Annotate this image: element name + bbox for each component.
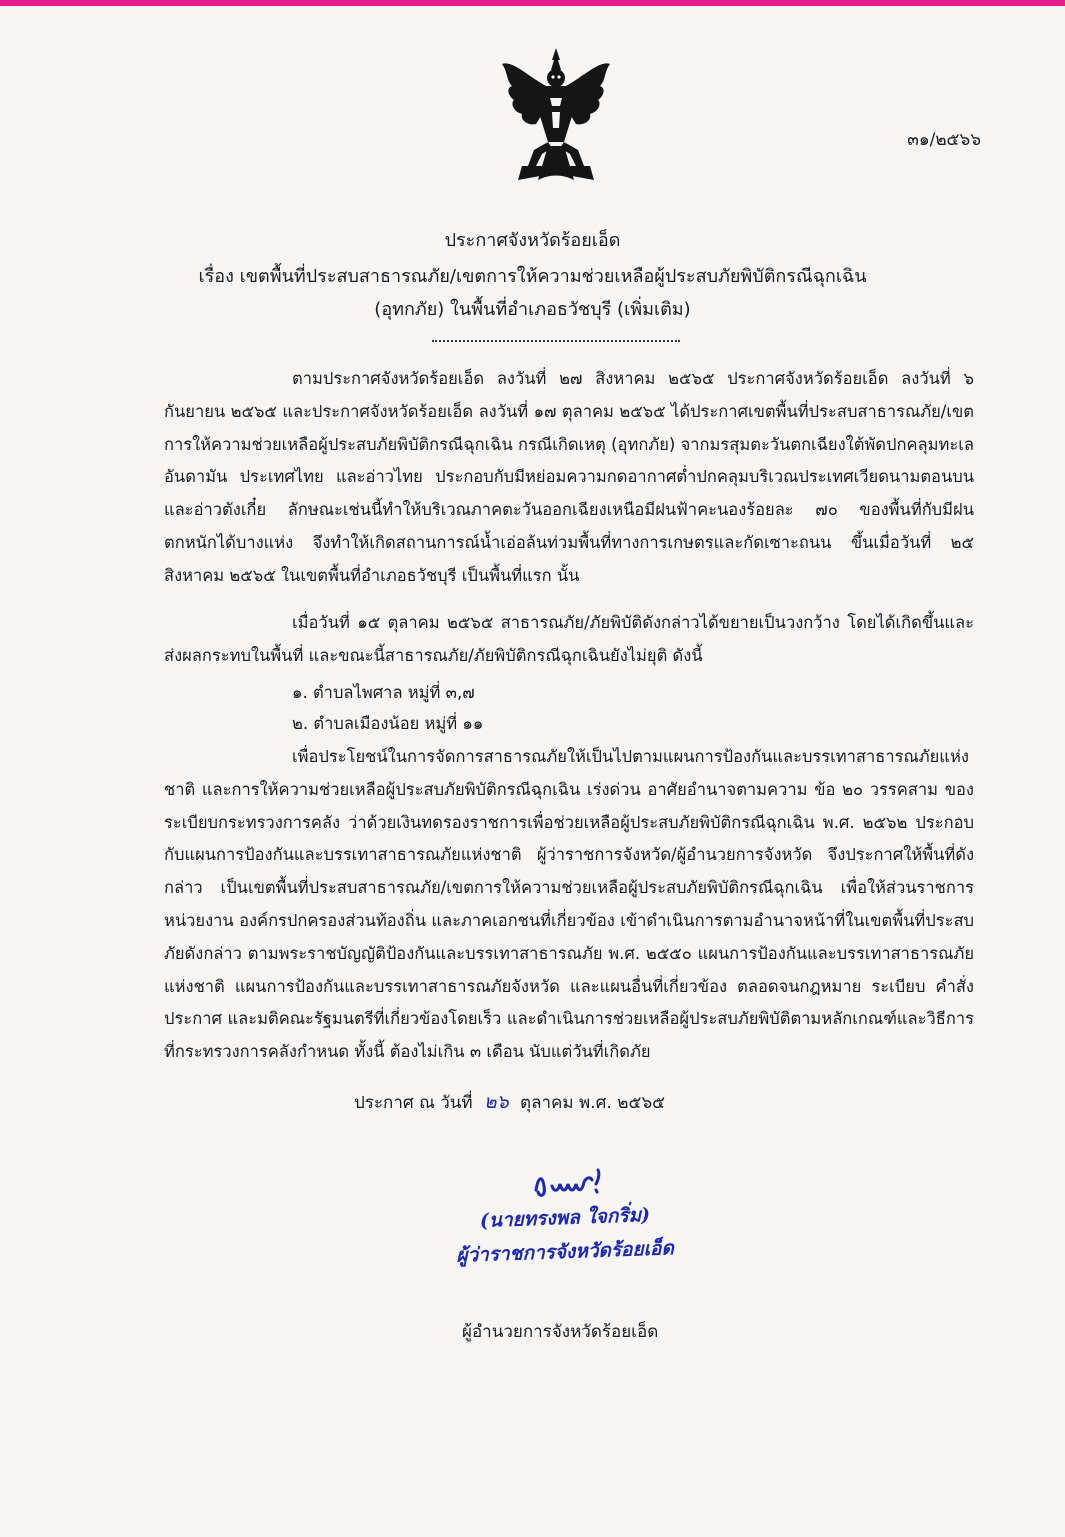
paragraph-declaration: เพื่อประโยชน์ในการจัดการสาธารณภัยให้เป็นไปตามแผนการป้องกันและบรรเทาสาธารณภัยแห่งชาติ และการให้ความช่วยเหลือผู้ประสบภัยพิบัติกรณีฉุกเฉิน เร่งด่วน อาศัยอำนาจตามความ ข้อ ๒๐ วรรคสาม ของระเบียบกระทรวงการคลัง ว่าด้วยเงินทดรองราชการเพื่อช่วยเหลือผู้ประสบภัยพิบัติกรณีฉุกเฉิน พ.ศ. ๒๕๖๒ ประกอบกับแผนการป้องกันและบรรเทาสาธารณภัยแห่งชาติ ผู้ว่าราชการจังหวัด/ผู้อำนวยการจังหวัด จึงประกาศให้พื้นที่ดังกล่าว เป็นเขตพื้นที่ประสบสาธารณภัย/เขตการให้ความช่วยเหลือผู้ประสบภัยพิบัติกรณีฉุกเฉิน เพื่อให้ส่วนราชการ หน่วยงาน องค์กรปกครองส่วนท้องถิ่น และภาคเอกชนที่เกี่ยวข้อง เข้าดำเนินการตามอำนาจหน้าที่ในเขตพื้นที่ประสบภัยดังกล่าว ตามพระราชบัญญัติป้องกันและบรรเทาสาธารณภัย พ.ศ. ๒๕๕๐ แผนการป้องกันและบรรเทาสาธารณภัยแห่งชาติ แผนการป้องกันและบรรเทาสาธารณภัยจังหวัด และแผนอื่นที่เกี่ยวข้อง ตลอดจนกฎหมาย ระเบียบ คำสั่ง ประกาศ และมติคณะรัฐมนตรีที่เกี่ยวข้องโดยเร็ว และดำเนินการช่วยเหลือผู้ประสบภัยพิบัติตามหลักเกณฑ์และวิธีการที่กระทรวงการคลังกำหนด ทั้งนี้ ต้องไม่เกิน ๓ เดือน นับแต่วันที่เกิดภัย (164, 747, 974, 1062)
acting-title: ผู้อำนวยการจังหวัดร้อยเอ็ด (462, 1322, 659, 1342)
affected-area-item: ๒. ตำบลเมืองน้อย หมู่ที่ ๑๑ (292, 714, 484, 733)
announcement-date (354, 1086, 665, 1119)
announcement-title: ประกาศจังหวัดร้อยเอ็ด (444, 230, 621, 251)
signer-name: (นายทรงพล ใจกริ่ม) (479, 1204, 651, 1232)
document-number: ๓๑/๒๕๖๖ (907, 130, 981, 150)
dotted-divider (432, 340, 680, 342)
subject-line-2: (อุทกภัย) ในพื้นที่อำเภอธวัชบุรี (เพิ่มเติม) (374, 299, 691, 320)
garuda-emblem-icon (498, 46, 614, 196)
date-day-handwritten: ๒๖ (484, 1091, 509, 1113)
date-suffix: ตุลาคม พ.ศ. ๒๕๖๕ (520, 1093, 665, 1113)
subject-line-1: เรื่อง เขตพื้นที่ประสบสาธารณภัย/เขตการให้ความช่วยเหลือผู้ประสบภัยพิบัติกรณีฉุกเฉิน (198, 266, 867, 287)
paragraph-situation: เมื่อวันที่ ๑๕ ตุลาคม ๒๕๖๕ สาธารณภัย/ภัยพิบัติดังกล่าวได้ขยายเป็นวงกว้าง โดยได้เกิดขึ้นและส่งผลกระทบในพื้นที่ และขณะนี้สาธารณภัย/ภัยพิบัติกรณีฉุกเฉินยังไม่ยุติ ดังนี้ (164, 613, 974, 665)
signer-position: ผู้ว่าราชการจังหวัดร้อยเอ็ด (455, 1237, 675, 1267)
paragraph-background: ตามประกาศจังหวัดร้อยเอ็ด ลงวันที่ ๒๗ สิงหาคม ๒๕๖๕ ประกาศจังหวัดร้อยเอ็ด ลงวันที่ ๖ กันยายน ๒๕๖๕ และประกาศจังหวัดร้อยเอ็ด ลงวันที่ ๑๗ ตุลาคม ๒๕๖๕ ได้ประกาศเขตพื้นที่ประสบสาธารณภัย/เขตการให้ความช่วยเหลือผู้ประสบภัยพิบัติกรณีฉุกเฉิน กรณีเกิดเหตุ (อุทกภัย) จากมรสุมตะวันตกเฉียงใต้พัดปกคลุมทะเลอันดามัน ประเทศไทย และอ่าวไทย ประกอบกับมีหย่อมความกดอากาศต่ำปกคลุมบริเวณประเทศเวียดนามตอนบนและอ่าวตังเกี๋ย ลักษณะเช่นนี้ทำให้บริเวณภาคตะวันออกเฉียงเหนือมีฝนฟ้าคะนองร้อยละ ๗๐ ของพื้นที่กับมีฝนตกหนักได้บางแห่ง จึงทำให้เกิดสถานการณ์น้ำเอ่อล้นท่วมพื้นที่ทางการเกษตรและกัดเซาะถนน ขึ้นเมื่อวันที่ ๒๕ สิงหาคม ๒๕๖๕ ในเขตพื้นที่อำเภอธวัชบุรี เป็นพื้นที่แรก นั้น (164, 369, 974, 585)
handwritten-signature (526, 1156, 646, 1206)
affected-area-item: ๑. ตำบลไพศาล หมู่ที่ ๓,๗ (292, 683, 475, 702)
document-page (0, 6, 1065, 1537)
date-prefix: ประกาศ ณ วันที่ (354, 1093, 473, 1113)
